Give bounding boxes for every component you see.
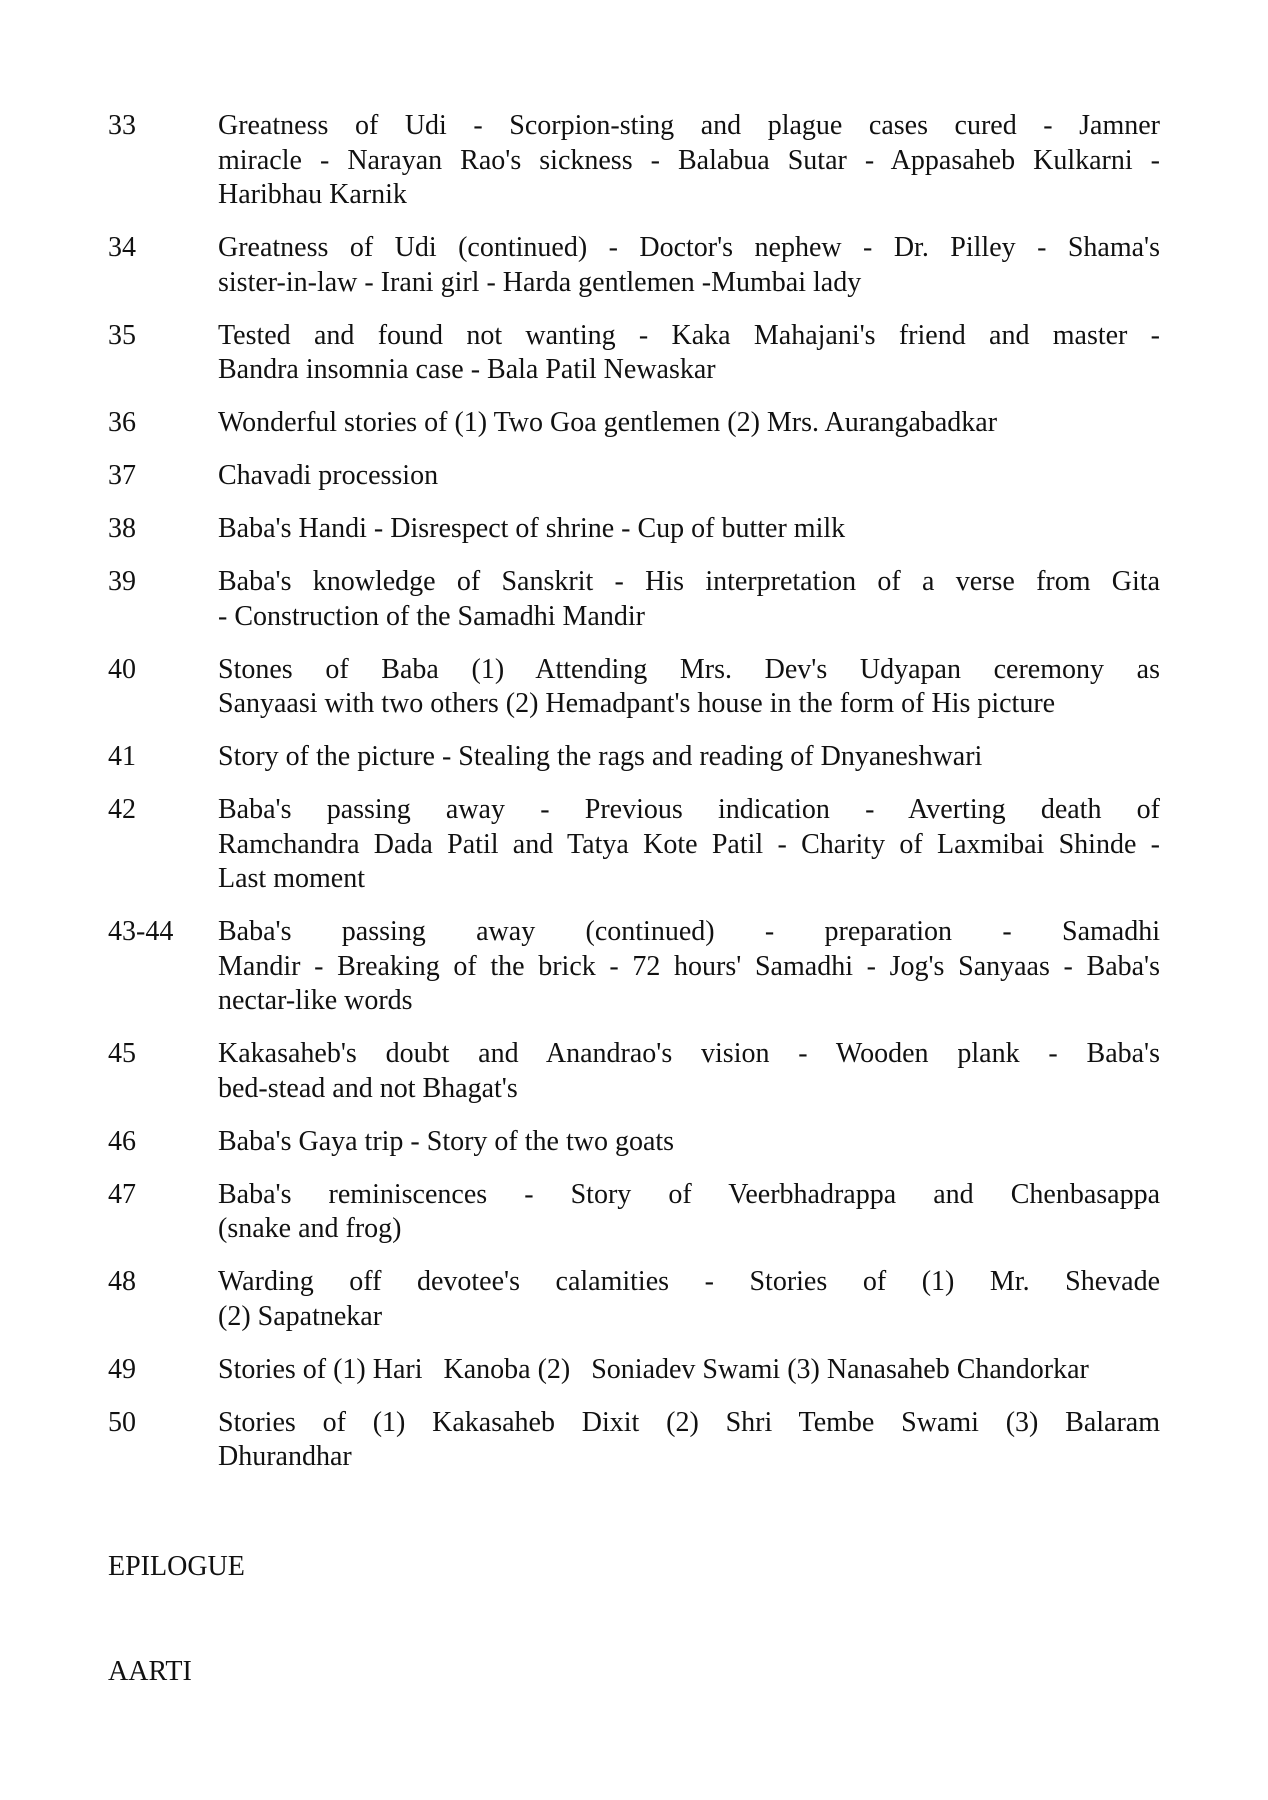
toc-entry — [108, 740, 1160, 775]
chapter-number: 47 — [108, 1178, 136, 1210]
chapter-description — [218, 1125, 1160, 1160]
description-line: Warding off devotee's calamities - Stories of (1) Mr. Shevade — [218, 1266, 1160, 1297]
toc-entry — [108, 459, 1160, 494]
description-line: Last moment — [218, 863, 365, 894]
toc-entry — [108, 109, 1160, 213]
chapter-number: 36 — [108, 407, 136, 438]
chapter-number: 42 — [108, 794, 136, 825]
chapter-description — [218, 653, 1160, 722]
toc-entry — [108, 653, 1160, 722]
toc-entry — [108, 1353, 1160, 1388]
chapter-description — [218, 1265, 1160, 1334]
chapter-description — [218, 565, 1160, 634]
chapter-number: 41 — [108, 741, 136, 772]
description-line: Baba's knowledge of Sanskrit - His interpretation of a verse from Gita — [218, 566, 1160, 597]
description-line: Greatness of Udi (continued) - Doctor's nephew - Dr. Pilley - Shama's — [218, 232, 1160, 263]
table-of-contents — [108, 109, 1160, 1493]
chapter-description — [218, 459, 1160, 494]
description-line: - Construction of the Samadhi Mandir — [218, 600, 645, 632]
description-line: Story of the picture - Stealing the rags and reading of Dnyaneshwari — [218, 741, 983, 772]
description-line: Baba's Gaya trip - Story of the two goats — [218, 1125, 675, 1157]
description-line: Sanyaasi with two others (2) Hemadpant's house in the form of His picture — [218, 688, 1056, 719]
description-line: Baba's Handi - Disrespect of shrine - Cup of butter milk — [218, 513, 846, 544]
chapter-number: 37 — [108, 460, 136, 491]
toc-entry — [108, 565, 1160, 634]
description-line: Baba's passing away (continued) - preparation - Samadhi — [218, 916, 1160, 947]
chapter-number: 48 — [108, 1266, 136, 1297]
description-line: nectar-like words — [218, 985, 413, 1016]
chapter-number: 33 — [108, 110, 136, 141]
chapter-description — [218, 109, 1160, 213]
toc-entry — [108, 1406, 1160, 1475]
chapter-number: 40 — [108, 653, 136, 685]
chapter-number: 49 — [108, 1353, 136, 1385]
description-line: Haribhau Karnik — [218, 179, 407, 210]
chapter-number: 38 — [108, 513, 136, 544]
description-line: bed-stead and not Bhagat's — [218, 1072, 518, 1104]
description-line: Chavadi procession — [218, 460, 439, 491]
description-line: miracle - Narayan Rao's sickness - Balabua Sutar - Appasaheb Kulkarni - — [218, 144, 1160, 176]
toc-entry — [108, 1265, 1160, 1334]
chapter-description — [218, 740, 1160, 775]
toc-entry — [108, 1178, 1160, 1247]
chapter-description — [218, 1037, 1160, 1106]
chapter-description — [218, 231, 1160, 300]
chapter-number: 46 — [108, 1125, 136, 1157]
description-line: Kakasaheb's doubt and Anandrao's vision - Wooden plank - Baba's — [218, 1038, 1160, 1069]
description-line: (snake and frog) — [218, 1213, 402, 1244]
toc-entry — [108, 406, 1160, 441]
chapter-number: 50 — [108, 1406, 136, 1438]
description-line: sister-in-law - Irani girl - Harda gentlemen -Mumbai lady — [218, 266, 862, 298]
toc-entry — [108, 231, 1160, 300]
section-aarti: AARTI — [108, 1656, 192, 1687]
chapter-description — [218, 1353, 1160, 1388]
description-line: Baba's reminiscences - Story of Veerbhadrappa and Chenbasappa — [218, 1178, 1160, 1210]
description-line: Dhurandhar — [218, 1441, 352, 1472]
chapter-number: 43-44 — [108, 916, 174, 947]
toc-entry — [108, 512, 1160, 547]
chapter-description — [218, 512, 1160, 547]
description-line: Tested and found not wanting - Kaka Mahajani's friend and master - — [218, 319, 1160, 351]
description-line: Stories of (1) Kakasaheb Dixit (2) Shri Tembe Swami (3) Balaram — [218, 1406, 1160, 1438]
toc-entry — [108, 915, 1160, 1019]
description-line: Wonderful stories of (1) Two Goa gentlemen (2) Mrs. Aurangabadkar — [218, 407, 998, 438]
description-line: Bandra insomnia case - Bala Patil Newaskar — [218, 354, 716, 385]
toc-entry — [108, 793, 1160, 897]
description-line: Ramchandra Dada Patil and Tatya Kote Patil - Charity of Laxmibai Shinde - — [218, 828, 1160, 860]
toc-entry — [108, 1125, 1160, 1160]
chapter-description — [218, 1406, 1160, 1475]
toc-entry — [108, 319, 1160, 388]
description-line: Stories of (1) Hari Kanoba (2) Soniadev Swami (3) Nanasaheb Chandorkar — [218, 1353, 1089, 1385]
chapter-description — [218, 1178, 1160, 1247]
chapter-number: 39 — [108, 566, 136, 597]
chapter-description — [218, 793, 1160, 897]
chapter-number: 34 — [108, 232, 136, 263]
description-line: Stones of Baba (1) Attending Mrs. Dev's Udyapan ceremony as — [218, 653, 1160, 685]
chapter-number: 45 — [108, 1038, 136, 1069]
description-line: (2) Sapatnekar — [218, 1300, 383, 1332]
chapter-number: 35 — [108, 319, 136, 351]
chapter-description — [218, 319, 1160, 388]
description-line: Greatness of Udi - Scorpion-sting and plague cases cured - Jamner — [218, 110, 1160, 141]
description-line: Baba's passing away - Previous indication - Averting death of — [218, 794, 1160, 825]
chapter-description — [218, 406, 1160, 441]
toc-entry — [108, 1037, 1160, 1106]
chapter-description — [218, 915, 1160, 1019]
description-line: Mandir - Breaking of the brick - 72 hours' Samadhi - Jog's Sanyaas - Baba's — [218, 950, 1160, 982]
section-epilogue: EPILOGUE — [108, 1551, 245, 1582]
